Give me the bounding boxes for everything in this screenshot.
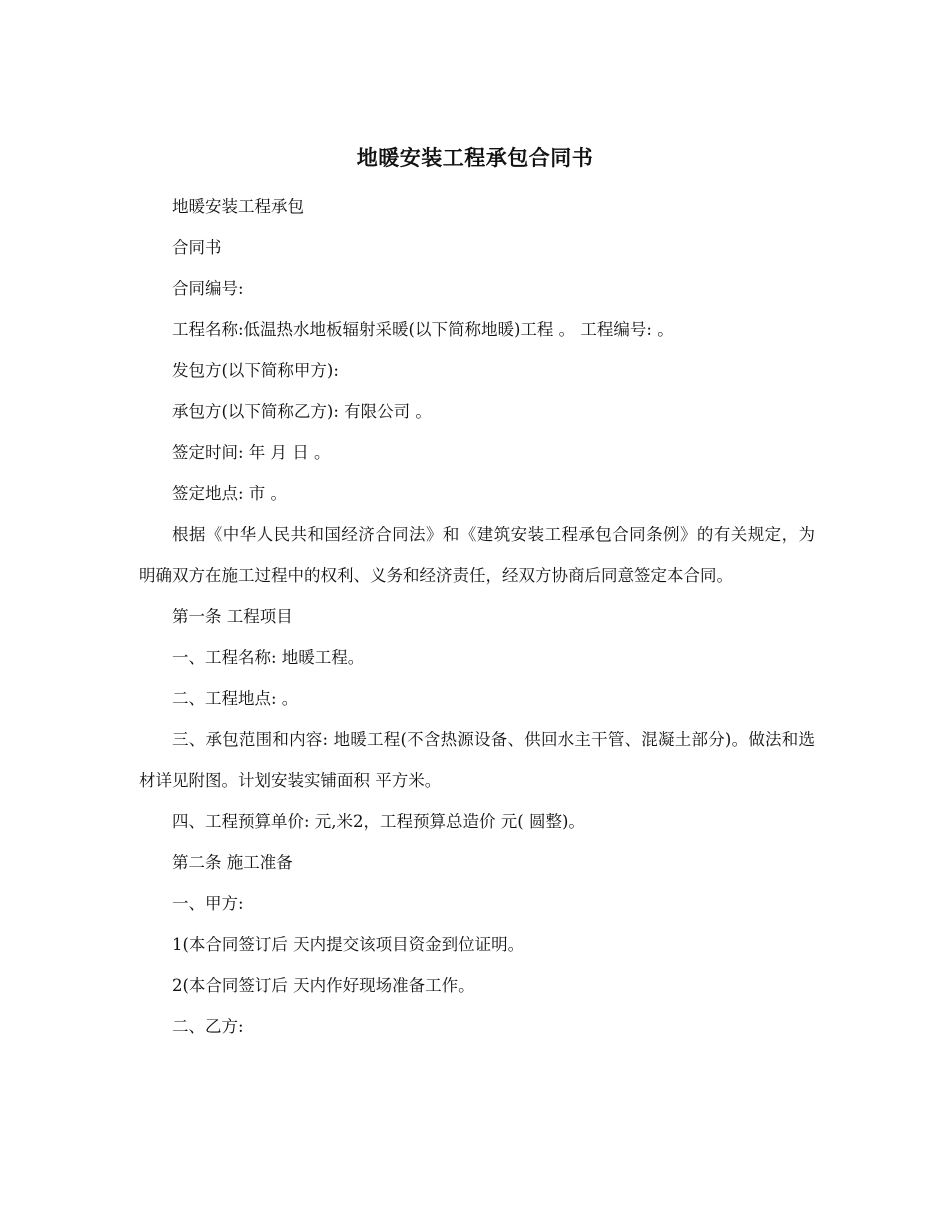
party-a: 发包方(以下简称甲方): [172,361,339,380]
document-title: 地暖安装工程承包合同书 [356,145,594,170]
project-name: 工程名称:低温热水地板辐射采暖(以下简称地暖)工程 。 工程编号: 。 [172,320,674,339]
article-1-item-3: 三、承包范围和内容: 地暖工程(不含热源设备、供回水主干管、混凝土部分)。做法和选材详见附图。计划安装实铺面积 平方米。 [139,730,815,790]
article-2-party-b: 二、乙方: [172,1017,244,1036]
paragraph-2: 合同书 [172,238,222,257]
article-1-item-2: 二、工程地点: 。 [172,689,299,708]
article-2-party-a-item-1: 1(本合同签订后 天内提交该项目资金到位证明。 [172,935,525,954]
contract-number: 合同编号: [172,279,244,298]
article-2-heading: 第二条 施工准备 [172,853,293,872]
article-2-party-a: 一、甲方: [172,894,244,913]
paragraph-1: 地暖安装工程承包 [172,197,304,216]
party-b: 承包方(以下简称乙方): 有限公司 。 [172,402,432,421]
article-1-item-4: 四、工程预算单价: 元,米2，工程预算总造价 元( 圆整)。 [172,812,585,831]
signing-place: 签定地点: 市 。 [172,484,288,503]
signing-date: 签定时间: 年 月 日 。 [172,443,331,462]
article-1-heading: 第一条 工程项目 [172,607,293,626]
preamble-paragraph: 根据《中华人民共和国经济合同法》和《建筑安装工程承包合同条例》的有关规定，为明确双方在施工过程中的权利、义务和经济责任，经双方协商后同意签定本合同。 [139,525,815,585]
article-1-item-1: 一、工程名称: 地暖工程。 [172,648,365,667]
document-body [139,186,815,1047]
article-2-party-a-item-2: 2(本合同签订后 天内作好现场准备工作。 [172,976,475,995]
